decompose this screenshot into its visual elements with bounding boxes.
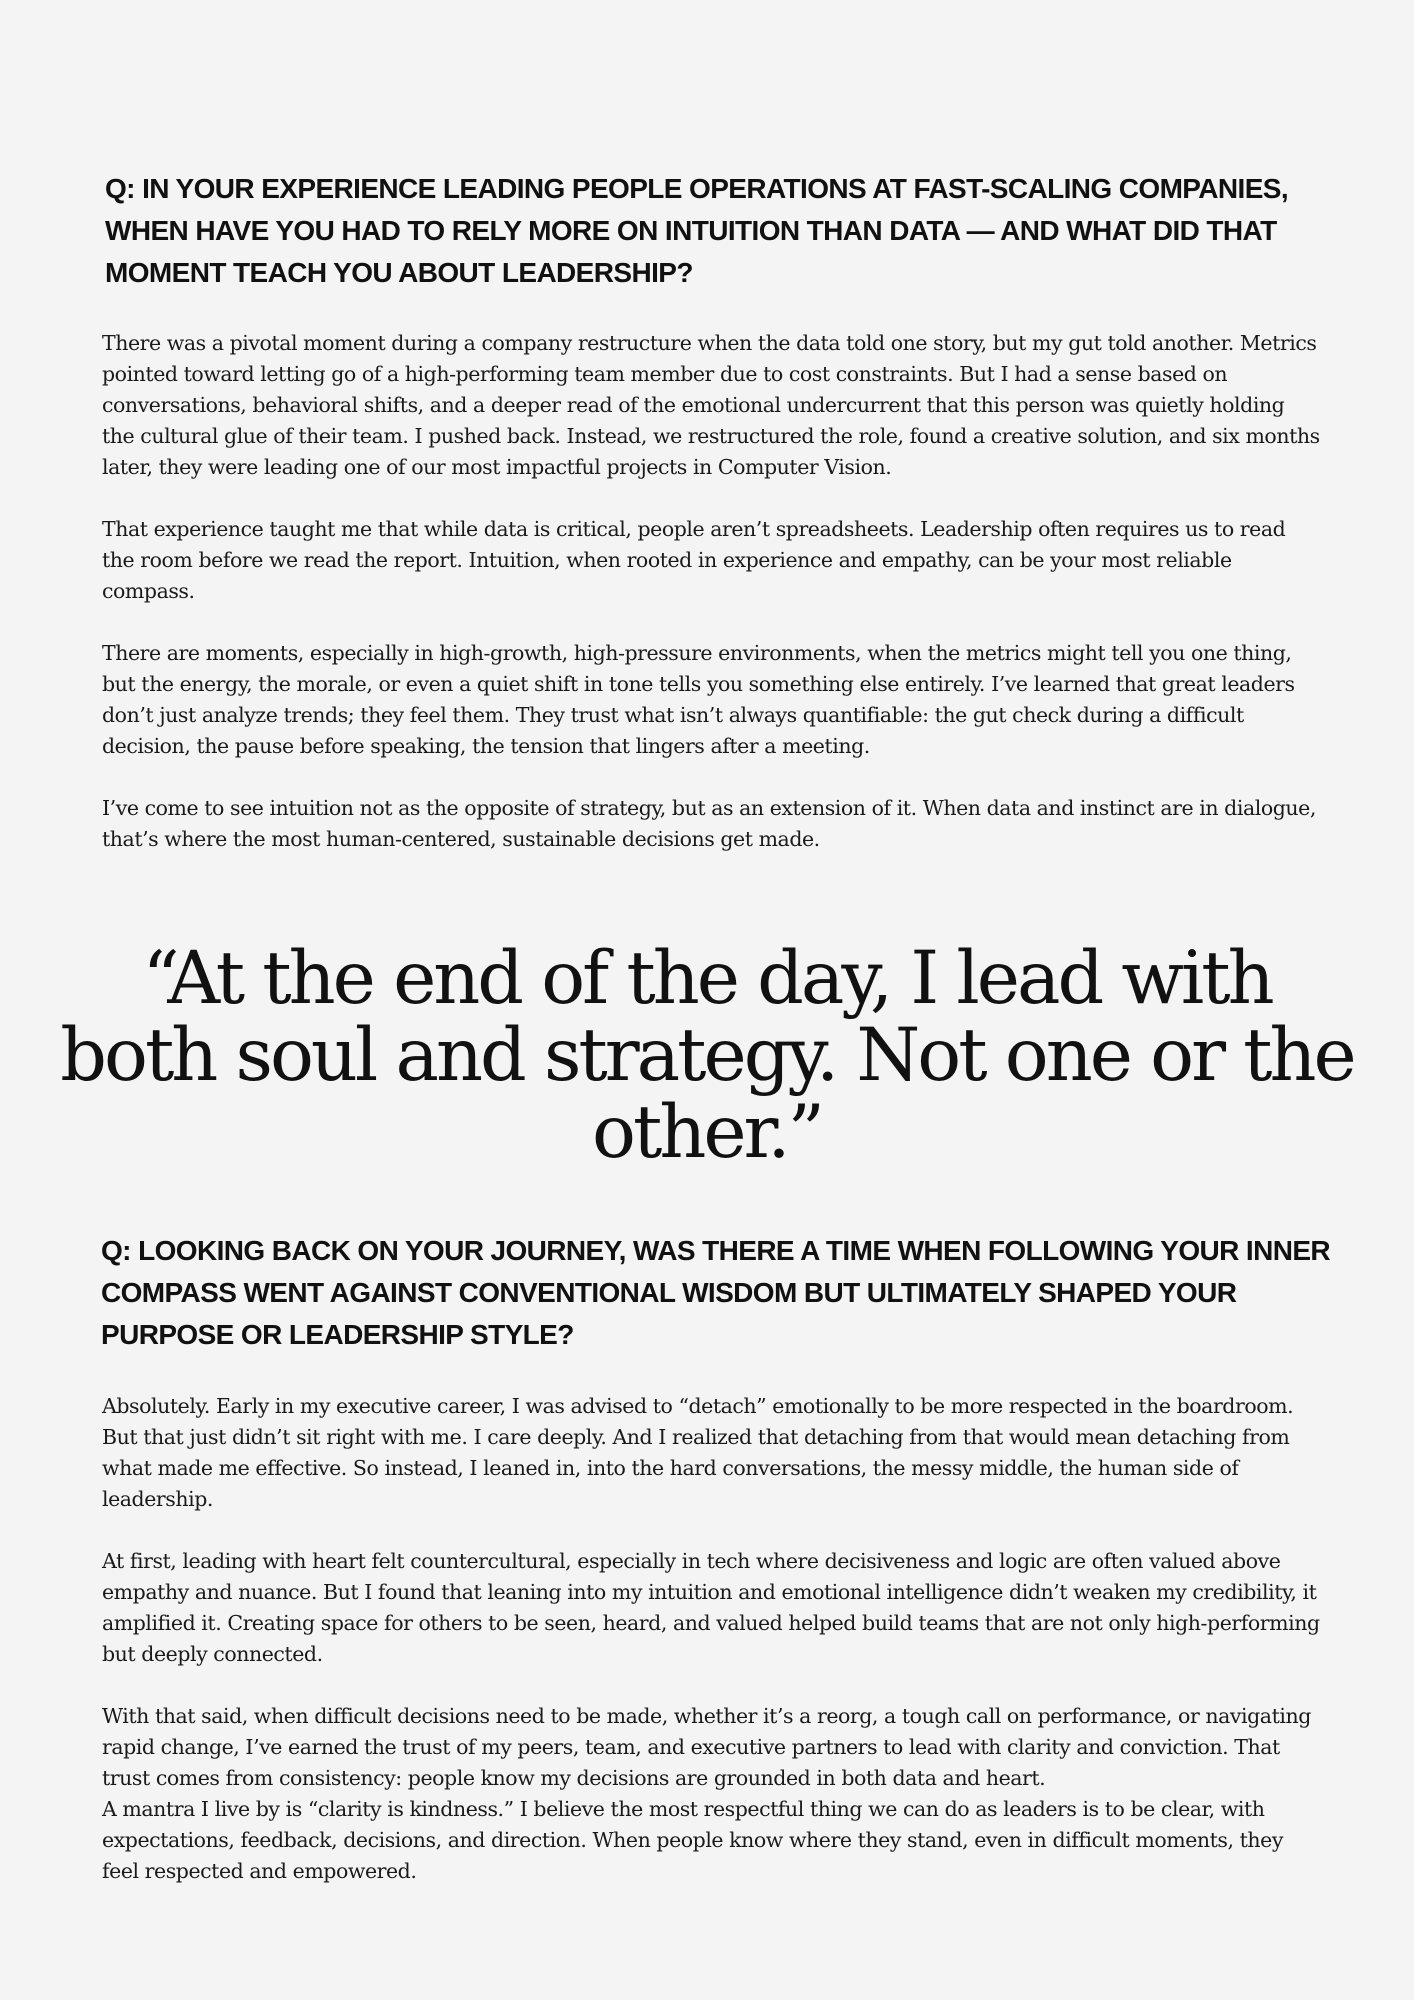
answer-2-paragraph: With that said, when difficult decisions need to be made, whether it’s a reorg, a tough call on performance, or navigating rapid change, I’ve earned the trust of my peers, team, and executive partners to lead with clarity and conviction. That trust comes from consistency: people know my decisions are grounded in both data and heart.: [102, 1704, 1311, 1790]
answer-2-paragraph: At first, leading with heart felt countercultural, especially in tech where decisiveness and logic are often valued above empathy and nuance. But I found that leaning into my intuition and emotional intelligence didn’t weaken my credibility, it amplified it. Creating space for others to be seen, heard, and valued helped build teams that are not only high-performing but deeply connected.: [102, 1549, 1320, 1666]
answer-1-paragraph: That experience taught me that while data is critical, people aren’t spreadsheets. Leadership often requires us to read the room before we read the report. Intuition, when rooted in experience and empathy, can be your most reliable compass.: [102, 517, 1286, 603]
answer-body-1: [102, 328, 1320, 855]
answer-1-paragraph: There are moments, especially in high-growth, high-pressure environments, when the metrics might tell you one thing, but the energy, the morale, or even a quiet shift in tone tells you something else entirely. I’ve learned that great leaders don’t just analyze trends; they feel them. They trust what isn’t always quantifiable: the gut check during a difficult decision, the pause before speaking, the tension that lingers after a meeting.: [102, 641, 1295, 758]
answer-2-paragraph: Absolutely. Early in my executive career, I was advised to “detach” emotionally to be more respected in the boardroom. But that just didn’t sit right with me. I care deeply. And I realized that detaching from that would mean detaching from what made me effective. So instead, I leaned in, into the hard conversations, the messy middle, the human side of leadership.: [102, 1394, 1294, 1511]
answer-1-paragraph: There was a pivotal moment during a company restructure when the data told one story, but my gut told another. Metrics pointed toward letting go of a high-performing team member due to cost constraints. But I had a sense based on conversations, behavioral shifts, and a deeper read of the emotional undercurrent that this person was quietly holding the cultural glue of their team. I pushed back. Instead, we restructured the role, found a creative solution, and six months later, they were leading one of our most impactful projects in Computer Vision.: [102, 331, 1320, 479]
question-heading-1: Q: IN YOUR EXPERIENCE LEADING PEOPLE OPERATIONS AT FAST-SCALING COMPANIES, WHEN HAVE YOU HAD TO RELY MORE ON INTUITION THAN DATA — AND WHAT DID THAT MOMENT TEACH YOU ABOUT LEADERSHIP?: [105, 173, 1289, 288]
pull-quote: “At the end of the day, I lead with both soul and strategy. Not one or the other.”: [60, 936, 1354, 1175]
answer-body-2: [102, 1391, 1320, 1887]
answer-1-paragraph: I’ve come to see intuition not as the opposite of strategy, but as an extension of it. When data and instinct are in dialogue, that’s where the most human-centered, sustainable decisions get made.: [102, 796, 1316, 851]
question-heading-2: Q: LOOKING BACK ON YOUR JOURNEY, WAS THERE A TIME WHEN FOLLOWING YOUR INNER COMPASS WENT AGAINST CONVENTIONAL WISDOM BUT ULTIMATELY SHAPED YOUR PURPOSE OR LEADERSHIP STYLE?: [101, 1235, 1331, 1350]
answer-2-paragraph: A mantra I live by is “clarity is kindness.” I believe the most respectful thing we can do as leaders is to be clear, with expectations, feedback, decisions, and direction. When people know where they stand, even in difficult moments, they feel respected and empowered.: [102, 1797, 1283, 1883]
